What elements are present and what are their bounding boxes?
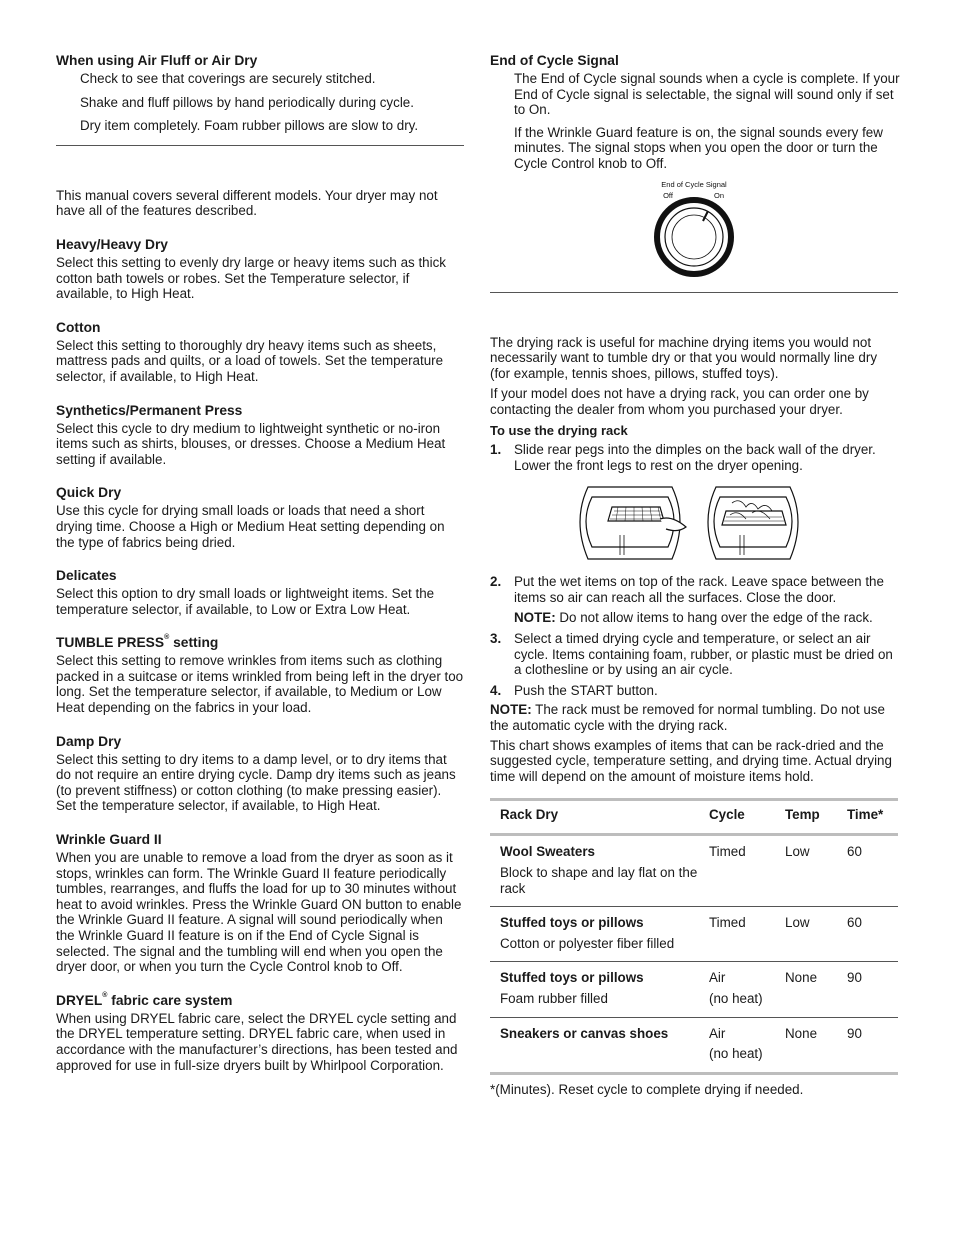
left-column [56,52,464,1073]
air-fluff-item: Check to see that coverings are securely stitched. [80,71,376,86]
section-heading: Damp Dry [56,733,122,749]
rack-text: If your model does not have a drying rack, you can order one by contacting the dealer from whom you purchased your dryer. [490,386,869,417]
table-cell-cycle: Timed [699,835,775,907]
step-text: Push the START button. [514,682,658,698]
table-cell-temp: None [775,1017,837,1073]
air-fluff-heading: When using Air Fluff or Air Dry [56,53,258,68]
table-cell-time: 60 [837,907,898,962]
section-quick-dry [56,484,464,550]
drying-rack-section [490,335,900,1098]
rack-step [490,631,900,678]
table-footnote: *(Minutes). Reset cycle to complete drying if needed. [490,1081,804,1097]
end-cycle-section [490,52,900,277]
table-header-row [490,800,898,835]
note-body: The rack must be removed for normal tumbling. Do not use the automatic cycle with the drying rack. [490,702,885,734]
table-row [490,1017,898,1073]
cycle-line: Air [709,1025,726,1041]
table-cell-temp: Low [775,907,837,962]
end-cycle-text: The End of Cycle signal sounds when a cycle is complete. If your End of Cycle signal is selectable, the signal will sound only if set to On. [514,71,900,118]
note-label: NOTE: [514,609,556,625]
section-synthetics [56,402,464,468]
section-dryel [56,992,464,1073]
knob-center [672,215,716,259]
rack-step [490,574,900,605]
table-cell-cycle: Timed [699,907,775,962]
heading-part: setting [169,635,219,651]
rack-text: The drying rack is useful for machine drying items you would not necessarily want to tumble dry or that you would normally line dry (for example, tennis shoes, pillows, stuffed toys). [490,334,878,381]
table-cell-time: 90 [837,962,898,1017]
knob-drawing [490,177,900,277]
end-cycle-knob-illustration [490,177,900,277]
section-text: Select this setting to evenly dry large or heavy items such as thick cotton bath towels or robes. Set the Temperature selector, if available, to High Heat. [56,254,446,302]
table-row [490,962,898,1017]
section-text: Use this cycle for drying small loads or loads that need a short drying time. Choose a High or Medium Heat setting depending on the type of fabrics being dried. [56,503,445,550]
item-desc: Block to shape and lay flat on the rack [500,865,698,896]
section-text: Select this cycle to dry medium to lightweight synthetic or no-iron items such as shirts, blouses, or dresses. Choose a Medium Heat setting if available. [56,420,446,467]
heading-part: TUMBLE PRESS [56,635,165,651]
section-wrinkle-guard [56,831,464,975]
rack-illustrations [490,481,900,565]
section-heading: Heavy/Heavy Dry [56,236,168,252]
item-name: Stuffed toys or pillows [500,970,644,986]
item-name: Wool Sweaters [500,844,596,860]
rack-step-note [490,610,900,626]
registered-mark: ® [164,634,170,642]
table-cell-cycle [699,962,775,1017]
item-desc: Foam rubber filled [500,991,608,1006]
step-text: Slide rear pegs into the dimples on the back wall of the dryer. Lower the front legs to rest on the dryer opening. [514,442,876,473]
section-damp-dry [56,733,464,814]
section-delicates [56,567,464,617]
step-number: 1. [490,442,502,458]
air-fluff-section [56,52,464,134]
knob-off-label: Off [663,190,673,200]
item-name: Sneakers or canvas shoes [500,1025,669,1041]
section-tumble-press [56,634,464,715]
step-text: Put the wet items on top of the rack. Leave space between the items so air can reach all the surfaces. Close the door. [514,574,884,605]
table-cell-time: 60 [837,835,898,907]
rack-loaded-illustration [708,487,798,559]
table-row [490,907,898,962]
section-text: Select this setting to thoroughly dry heavy items such as sheets, mattress pads and quilts, or a load of towels. Set the temperature selector, if available, to High Heat. [56,337,444,384]
section-text: When using DRYEL fabric care, select the DRYEL cycle setting and the DRYEL temperature setting. DRYEL fabric care, when used in accordance with the manufacturer’s directions, has been tested and approved for use in full-size dryers built by Whirlpool Corporation. [56,1010,458,1073]
header-temp: Temp [785,807,820,823]
note-spacer [490,610,514,626]
header-time: Time* [847,807,884,823]
rack-note [490,702,900,733]
air-fluff-item: Shake and fluff pillows by hand periodically during cycle. [80,94,414,110]
section-text: Select this option to dry small loads or lightweight items. Set the temperature selector, if available, to Low or Extra Low Heat. [56,586,435,617]
item-desc: Cotton or polyester fiber filled [500,935,675,951]
table-cell-temp: Low [775,835,837,907]
step-text: Select a timed drying cycle and temperature, or select an air cycle. Items containing foam, rubber, or plastic must be dried on a clothesline or by using an air cycle. [514,631,893,678]
step-number: 3. [490,631,502,647]
table-cell-cycle [699,1017,775,1073]
section-cotton [56,319,464,385]
table-cell-item [490,962,699,1017]
section-divider [490,292,898,293]
cycle-line: (no heat) [709,1046,763,1062]
heading-part: DRYEL [56,992,103,1008]
section-heading: Quick Dry [56,485,122,501]
heading-part: fabric care system [107,992,233,1008]
section-text: Select this setting to dry items to a damp level, or to dry items that do not require an entire drying cycle. Damp dry items such as jeans (to prevent stiffness) or cotton clothing (to make pressing easier). Set the temperature selector, if available, to High Heat. [56,751,456,814]
note-text [514,610,900,626]
table-row [490,835,898,907]
table-cell-item [490,1017,699,1073]
rack-drawings [490,481,900,565]
header-cycle: Cycle [709,807,745,823]
table-cell-temp: None [775,962,837,1017]
section-heading [56,634,464,651]
right-column [490,52,900,1097]
knob-on-label: On [713,190,725,200]
note-label: NOTE: [490,702,532,718]
item-name: Stuffed toys or pillows [500,915,644,931]
air-fluff-item: Dry item completely. Foam rubber pillows are slow to dry. [80,118,419,134]
section-text: Select this setting to remove wrinkles from items such as clothing packed in a suitcase or items wrinkled from being left in the dryer too long. Set the temperature selector, if available, to Medium or Low Heat depending on the fabrics in your load. [56,653,464,716]
chart-intro: This chart shows examples of items that can be rack-dried and the suggested cycle, temperature setting, and drying time. Actual drying time will depend on the amount of moisture items hold. [490,737,892,784]
rack-step [490,683,900,699]
knob-title: End of Cycle Signal [661,179,727,189]
rack-dry-table [490,798,898,1074]
cycle-line: Air [709,970,726,986]
rack-step [490,442,900,473]
rack-subheading: To use the drying rack [490,422,628,438]
cycle-line: (no heat) [709,991,763,1006]
rack-install-illustration [580,487,686,559]
section-heading: Delicates [56,568,117,584]
section-divider [56,145,464,146]
intro-text: This manual covers several different models. Your dryer may not have all of the features described. [56,187,438,219]
table-cell-time: 90 [837,1017,898,1073]
note-body: Do not allow items to hang over the edge of the rack. [555,609,873,625]
end-cycle-heading: End of Cycle Signal [490,53,619,68]
section-heavy [56,236,464,302]
section-heading: Cotton [56,319,101,335]
step-number: 2. [490,574,502,590]
registered-mark: ® [102,991,108,999]
section-heading: Synthetics/Permanent Press [56,402,243,418]
end-cycle-text: If the Wrinkle Guard feature is on, the signal sounds every few minutes. The signal stops when you open the door or turn the Cycle Control knob to Off. [514,124,883,171]
header-rack-dry: Rack Dry [500,807,559,823]
section-heading [56,992,464,1009]
step-number: 4. [490,682,502,698]
section-heading: Wrinkle Guard II [56,832,162,848]
section-text: When you are unable to remove a load from the dryer as soon as it stops, wrinkles can form. The Wrinkle Guard II feature periodically tumbles, rearranges, and fluffs the load for up to 30 minutes without heat to avoid wrinkles. Press the Wrinkle Guard ON button to enable the Wrinkle Guard II feature. A signal will sound periodically when the Wrinkle Guard II feature is on if the End of Cycle Signal is selected. The signal and the tumbling will end when you open the dryer door, or when you turn the Cycle Control knob to Off. [56,850,462,975]
table-cell-item [490,835,699,907]
table-cell-item [490,907,699,962]
